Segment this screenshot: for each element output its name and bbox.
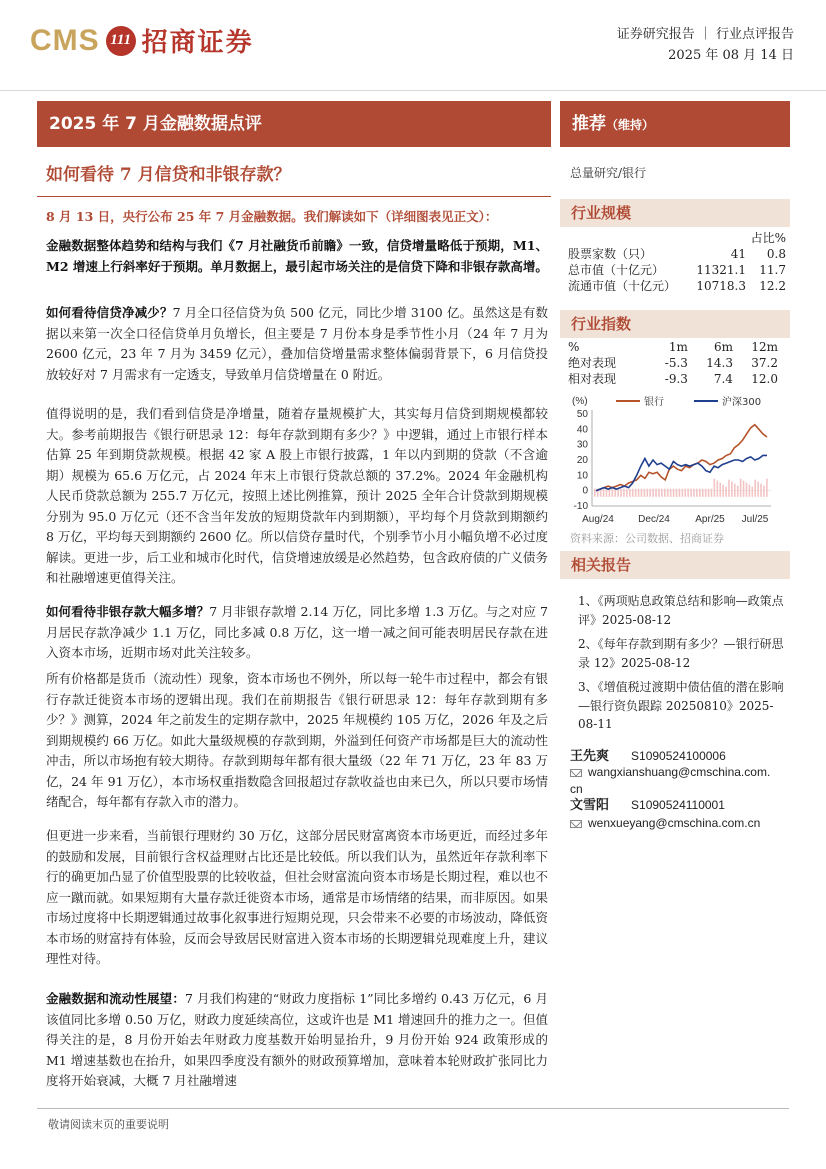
email-text[interactable]: wenxueyang@cmschina.com.cn — [588, 816, 761, 830]
cell-12m: 12.0 — [751, 372, 778, 386]
analyst-email-1[interactable] — [570, 764, 770, 798]
volume-bar — [749, 485, 751, 497]
volume-bar — [673, 489, 675, 497]
volume-bar — [614, 489, 616, 497]
col-header: % — [568, 340, 580, 354]
legend-label: 沪深300 — [722, 397, 762, 408]
volume-bar — [661, 489, 663, 497]
mail-icon — [570, 820, 582, 828]
volume-bar — [731, 482, 733, 497]
volume-bar — [734, 484, 736, 497]
volume-bar — [670, 489, 672, 497]
report-date: 2025 年 08 月 14 日 — [668, 48, 794, 63]
volume-bar — [737, 486, 739, 497]
y-axis-unit-label: (%) — [572, 396, 588, 407]
volume-bar — [632, 489, 634, 497]
rating-sub-label: （维持） — [606, 118, 655, 132]
volume-bar — [647, 489, 649, 497]
y-tick-label: 30 — [576, 439, 588, 451]
industry-scale-table — [568, 230, 786, 294]
index-performance-chart — [568, 392, 783, 527]
rating-bar — [560, 101, 790, 147]
volume-bar — [629, 489, 631, 497]
credit-heading: 如何看待信贷净减少？ — [46, 305, 173, 320]
volume-bar — [652, 489, 654, 497]
volume-bar — [638, 489, 640, 497]
section-related-reports: 相关报告 — [560, 551, 790, 579]
footer-note: 敬请阅读末页的重要说明 — [48, 1118, 169, 1131]
volume-bar — [620, 489, 622, 497]
paragraph-loan-maturity: 值得说明的是，我们看到信贷是净增量，随着存量规模扩大，其实每月信贷到期规模都较大。参考前期报告《银行研思录 12：每年存款到期有多少？》中逻辑，通过上市银行样本估算 25 年到期贷款规模。根据 42 家 A 股上市银行披露，1 年以内到期的贷款（不含逾期）规模为 65.6 万亿元，占 2024 年末上市银行贷款总额的 37.2%。2024 年金融机构人民币贷款总额为 255.7 万亿元，按照上述比例推算，预计 2025 全年合计贷款到期规模分别为 95.0 万亿元（还不含当年发放的短期贷款年内到期额），平均每个月贷款到期额约 8 万亿，平均每天到期额约 2600 亿。所以信贷存量时代，个别季节小月小幅负增不必过度解读。更进一步，后工业和城市化时代，信贷增速放缓是必然趋势，包含政府债的广义债务和社融增速更值得关注。 — [46, 406, 548, 585]
row-pct: 11.7 — [759, 263, 786, 277]
industry-category: 总量研究/银行 — [570, 166, 647, 180]
analyst-license-id: S1090524100006 — [631, 749, 726, 763]
volume-bar — [626, 489, 628, 497]
paragraph-nonbank — [46, 602, 548, 664]
related-report-item[interactable]: 3、《增值税过渡期中债估值的潜在影响—银行资负跟踪 20250810》2025-08-11 — [578, 680, 784, 731]
table-row — [568, 355, 778, 371]
logo-cms-text: CMS — [30, 23, 100, 57]
volume-bar — [655, 489, 657, 497]
outlook-text: 7 月我们构建的“财政力度指标 1”同比多增约 0.43 万亿元，6 月该值同比多增 0.50 万亿，财政力度延续高位，这或许也是 M1 增速回升的推力之一。但值得关注的是，8 月份开始去年财政力度基数开始明显抬升，9 月份开始 924 政策形成的 M1 增速基数也在抬升，如果四季度没有额外的财政预算增加，意味着本轮财政扩张同比力度将开始衰减，大概 7 月社融增速 — [46, 991, 548, 1088]
volume-bar — [606, 489, 608, 497]
nonbank-text: 7 月非银存款增 2.14 万亿，同比多增 1.3 万亿。与之对应 7 月居民存款净减少 1.1 万亿，同比多减 0.8 万亿，这一增一减之间可能表明居民存款在进入资本市场，近期市场对此关注较多。 — [46, 604, 548, 660]
volume-bar — [623, 489, 625, 497]
outlook-heading: 金融数据和流动性展望： — [46, 991, 185, 1006]
email-text-continued[interactable]: cn — [570, 782, 583, 796]
col-header: 6m — [713, 340, 733, 354]
y-tick-label: -10 — [573, 501, 588, 512]
paragraph-deposit-migration: 所有价格都是货币（流动性）现象，资本市场也不例外，所以每一轮牛市过程中，都会有银行存款迁徙资本市场的逻辑出现。我们在前期报告《银行研思录 12：每年存款到期有多少？》测算，2024 年之前发生的定期存款中，2025 年规模约 105 万亿，2026 年及之后到期规模约 66 万亿。如此大量级规模的存款到期，外溢到任何资产市场都是巨大的流动性冲击，所以市场抱有较大期待。存款到期每年都有很大量级（22 年 71 万亿，23 年 83 万亿，24 年 91 万亿），本市场权重指数隐含回报超过存款收益也由来已久，所以只要市场情绪配合，每年都有存款入市的潜力。 — [46, 671, 548, 809]
y-tick-label: 20 — [576, 455, 588, 466]
lead-summary: 8 月 13 日，央行公布 25 年 7 月金融数据。我们解读如下（详细图表见正文）： — [46, 209, 498, 224]
volume-bar — [690, 489, 692, 497]
volume-bar — [740, 479, 742, 497]
email-text[interactable]: wangxianshuang@cmschina.com. — [588, 765, 771, 779]
cell-6m: 7.4 — [713, 372, 733, 386]
analyst-license-id: S1090524110001 — [631, 798, 725, 812]
row-label: 绝对表现 — [568, 356, 617, 370]
logo-company-name: 招商证券 — [141, 28, 254, 58]
x-tick-label: Apr/25 — [695, 514, 725, 525]
section-industry-scale: 行业规模 — [560, 199, 790, 227]
volume-bar — [644, 489, 646, 497]
volume-bar — [603, 489, 605, 497]
volume-bar — [725, 487, 727, 497]
credit-text: 7 月全口径信贷为负 500 亿元，同比少增 3100 亿。虽然这是有数据以来第一次全口径信贷单月负增长，但主要是 7 月份本身是季节性小月（24 年 7 月为 2600 亿元，23 年 7 月为 3459 亿元），叠加信贷增量需求整体偏弱背景下，6 月信贷投放较好对 7 月需求有一定透支，导致单月信贷增量在 0 附近。 — [46, 305, 548, 382]
analyst-block-2 — [570, 794, 725, 813]
row-label: 总市值（十亿元） — [568, 263, 665, 277]
col-header: 1m — [668, 340, 688, 354]
row-pct: 0.8 — [766, 247, 786, 261]
y-tick-label: 0 — [582, 485, 588, 497]
overview-text: 金融数据整体趋势和结构与我们《7 月社融货币前瞻》一致，信贷增量略低于预期，M1、M2 增速上行斜率好于预期。单月数据上，最引起市场关注的是信贷下降和非银存款高增。 — [46, 238, 548, 274]
paragraph-overview — [46, 236, 548, 277]
volume-bar — [757, 482, 759, 497]
report-series-title: 2025 年 7 月金融数据点评 — [37, 101, 551, 147]
cell-1m: -5.3 — [664, 356, 688, 370]
analyst-name: 王先爽 — [570, 749, 610, 764]
volume-bar — [708, 489, 710, 497]
x-tick-label: Aug/24 — [582, 514, 614, 525]
volume-bar — [649, 489, 651, 497]
logo-emblem-icon: 111 — [106, 26, 136, 56]
table-row — [568, 371, 778, 387]
table-header-row — [568, 230, 786, 246]
volume-bar — [722, 485, 724, 497]
volume-bar — [717, 481, 719, 497]
table-header-row — [568, 339, 778, 355]
analyst-name: 文雪阳 — [570, 798, 610, 813]
cms-logo — [30, 22, 254, 59]
volume-bar — [714, 479, 716, 497]
related-report-item[interactable]: 1、《两项贴息政策总结和影响—政策点评》2025-08-12 — [578, 594, 784, 627]
y-tick-label: 40 — [576, 424, 588, 436]
volume-bar — [612, 489, 614, 497]
volume-bar — [766, 479, 768, 497]
legend-label: 银行 — [644, 397, 664, 408]
volume-bar — [699, 489, 701, 497]
paragraph-wealth: 但更进一步来看，当前银行理财约 30 万亿，这部分居民财富离资本市场更近，而经过多年的鼓励和发展，目前银行含权益理财占比还是比较低。所以我们认为，虽然近年存款利率下行的确更加凸显了价值型股票的比较收益，但社会财富流向资本市场是长期过程，难以也不应一蹴而就。如果短期有大量存款迁徙资本市场，通常是市场情绪的结果，而非原因。如果市场过度将中长期逻辑通过故事化叙事进行短期兑现，只会带来不必要的市场波动，降低资本市场的财富持有体验，反而会导致居民财富进入资本市场的长期逻辑兑现难度上升，建议理性对待。 — [46, 828, 548, 966]
volume-bar — [676, 489, 678, 497]
volume-bar — [763, 486, 765, 497]
y-tick-label: 50 — [576, 409, 588, 420]
volume-bar — [635, 489, 637, 497]
page-title: 如何看待 7 月信贷和非银存款？ — [46, 165, 291, 185]
volume-bar — [658, 489, 660, 497]
section-industry-index: 行业指数 — [560, 310, 790, 338]
x-tick-label: Jul/25 — [741, 514, 769, 525]
volume-bar — [682, 489, 684, 497]
table-row — [568, 246, 786, 262]
analyst-email-2[interactable] — [570, 815, 760, 832]
volume-bar — [743, 481, 745, 497]
mail-icon — [570, 769, 582, 777]
y-tick-label: 10 — [576, 470, 588, 482]
row-value: 10718.3 — [696, 279, 746, 293]
x-tick-label: Dec/24 — [638, 514, 670, 525]
volume-bar — [664, 489, 666, 497]
volume-bar — [679, 489, 681, 497]
footer-divider — [37, 1108, 789, 1109]
analyst-block-1 — [570, 745, 726, 764]
volume-bar — [719, 483, 721, 497]
volume-bar — [617, 489, 619, 497]
report-type: 证券研究报告 ｜ 行业点评报告 — [616, 27, 794, 42]
chart-source-note: 资料来源：公司数据、招商证券 — [570, 532, 724, 545]
cell-1m: -9.3 — [664, 372, 688, 386]
related-report-item[interactable]: 2、《每年存款到期有多少？—银行研思录 12》2025-08-12 — [578, 637, 784, 670]
volume-bar — [705, 489, 707, 497]
row-value: 41 — [730, 247, 746, 261]
table-row — [568, 262, 786, 278]
table-row — [568, 278, 786, 294]
volume-bar — [702, 489, 704, 497]
volume-bar — [667, 489, 669, 497]
volume-bar — [609, 489, 611, 497]
header-divider — [0, 90, 826, 91]
volume-bar — [687, 489, 689, 497]
volume-bar — [693, 489, 695, 497]
volume-bar — [754, 480, 756, 497]
row-pct: 12.2 — [759, 279, 786, 293]
volume-bar — [684, 489, 686, 497]
title-divider — [37, 196, 551, 197]
volume-bar — [752, 487, 754, 497]
volume-bar — [641, 489, 643, 497]
related-reports-list — [578, 592, 784, 740]
volume-bar — [728, 480, 730, 497]
row-value: 11321.1 — [696, 263, 746, 277]
report-meta — [617, 24, 794, 66]
nonbank-heading: 如何看待非银存款大幅多增？ — [46, 604, 210, 619]
rating-label: 推荐 — [572, 114, 606, 134]
cell-6m: 14.3 — [706, 356, 733, 370]
volume-bar — [746, 483, 748, 497]
row-label: 流通市值（十亿元） — [568, 279, 677, 293]
volume-bar — [696, 489, 698, 497]
row-label: 股票家数（只） — [568, 247, 653, 261]
volume-bar — [594, 489, 596, 497]
volume-bar — [711, 489, 713, 497]
row-label: 相对表现 — [568, 372, 617, 386]
pct-header: 占比% — [750, 231, 786, 245]
cell-12m: 37.2 — [751, 356, 778, 370]
volume-bar — [760, 484, 762, 497]
paragraph-outlook — [46, 989, 548, 1092]
col-header: 12m — [751, 340, 778, 354]
paragraph-credit — [46, 303, 548, 385]
industry-index-table — [568, 339, 778, 387]
